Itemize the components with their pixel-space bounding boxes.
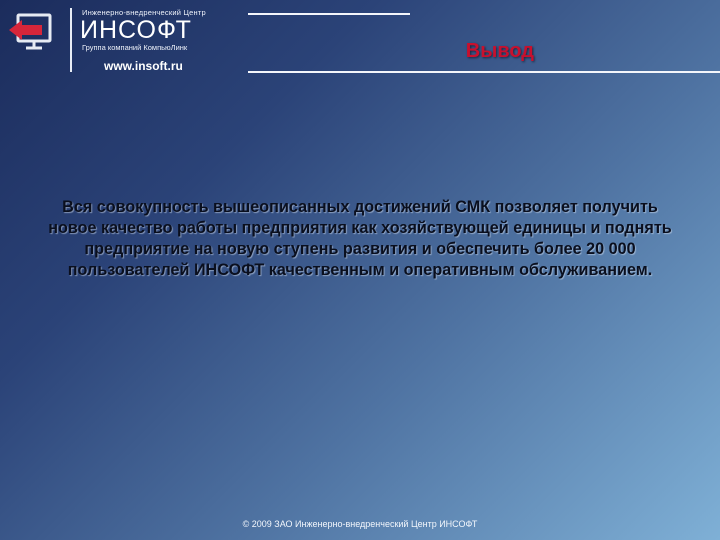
- slide-body-text: Вся совокупность вышеописанных достижений СМК позволяет получить новое качество работы предприятия как хозяйствующей единицы и поднять предприятие на новую ступень развития и обеспечить более 20 000 пользователей ИНСОФТ качественным и оперативным обслуживанием.: [48, 198, 672, 279]
- logo-tagline: Инженерно-внедренческий Центр: [82, 8, 206, 17]
- monitor-arrow-logo-icon: [8, 12, 54, 56]
- logo-divider: [70, 8, 72, 72]
- logo-url: www.insoft.ru: [104, 59, 183, 73]
- footer-copyright: © 2009 ЗАО Инженерно-внедренческий Центр ИНСОФТ: [242, 519, 478, 529]
- header-line-short: [248, 13, 410, 15]
- slide-title: Вывод: [465, 40, 534, 62]
- logo-group-text: Группа компаний КомпьюЛинк: [82, 43, 188, 52]
- header-line-long: [248, 71, 720, 73]
- logo-company-name: ИНСОФТ: [80, 16, 192, 44]
- company-logo: [0, 0, 240, 80]
